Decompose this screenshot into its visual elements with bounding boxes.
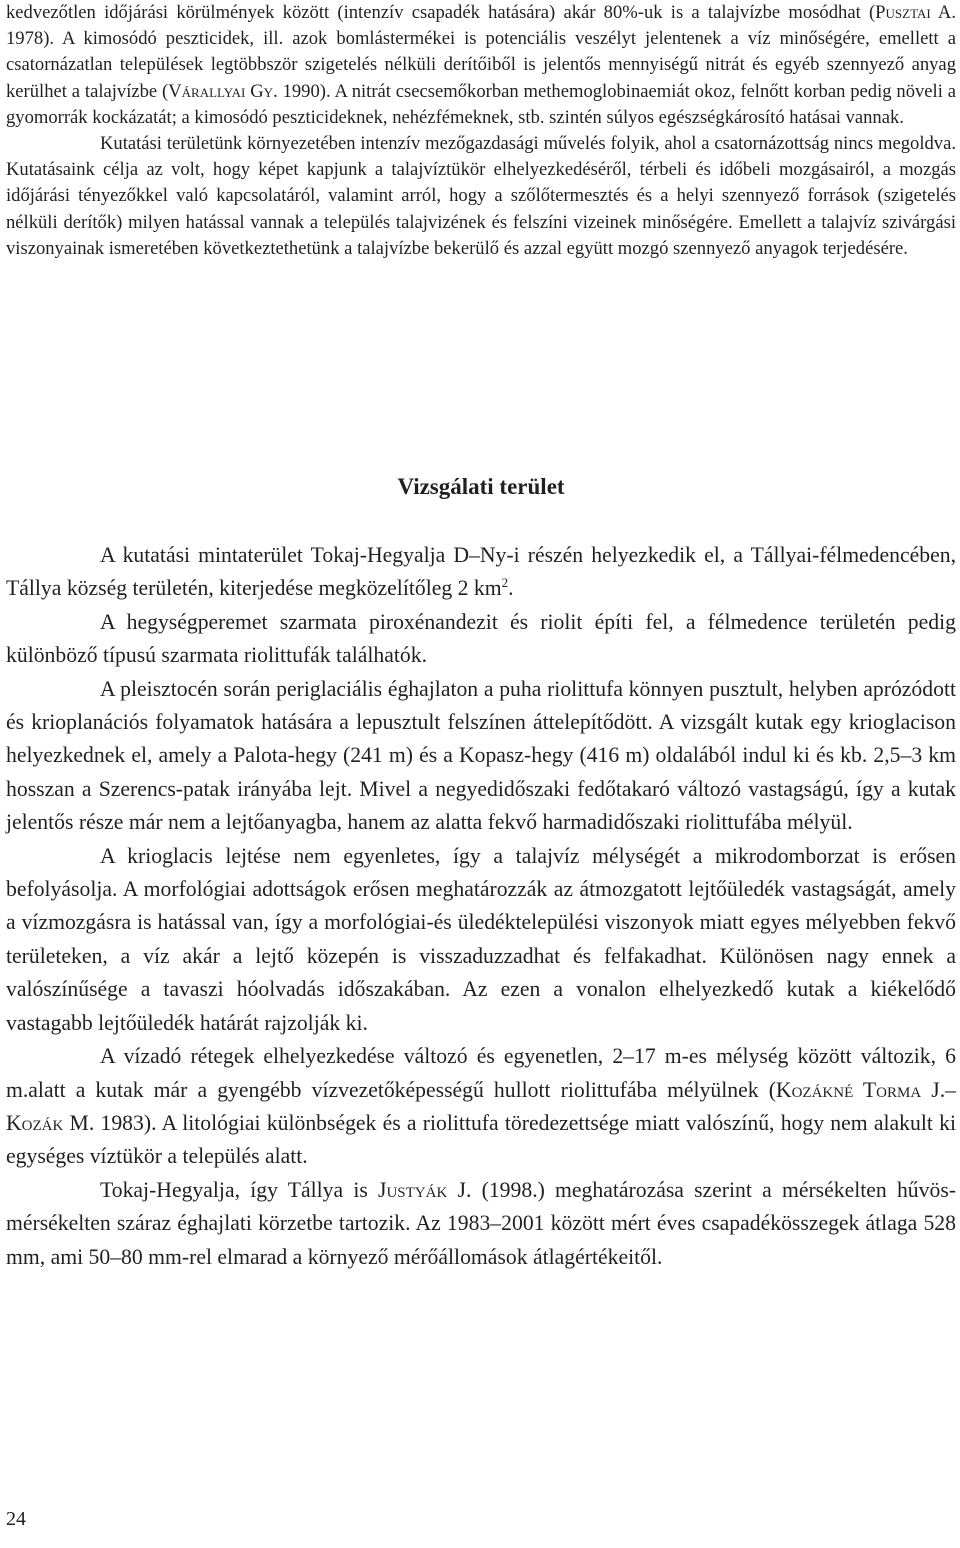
body-paragraph-2: A hegységperemet szarmata piroxénandezit és riolit építi fel, a félmedence területén pedig különböző típusú szarmata riolittufák találhatók.	[6, 609, 956, 668]
body-paragraph-3: A pleisztocén során periglaciális éghajlaton a puha riolittufa könnyen pusztult, helyben aprózódott és krioplanációs folyamatok hatására a lepusztult felszínen áttelepítődött. A vizsgált kutak egy krioglacison helyezkednek el, amely a Palota-hegy (241 m) és a Kopasz-hegy (416 m) oldalából indul ki és kb. 2,5–3 km hosszan a Szerencs-patak irányába lejt. Mivel a negyedidőszaki fedőtakaró változó vastagságú, így a kutak jelentős része már nem a lejtőanyagba, hanem az alatta fekvő harmadidőszaki riolittufába mélyül.	[6, 676, 956, 835]
superscript: 2	[501, 575, 509, 591]
author-name: Kozák	[6, 1110, 64, 1135]
body-paragraph-4: A krioglacis lejtése nem egyenletes, így a talajvíz mélységét a mikrodomborzat is erősen befolyásolja. A morfológiai adottságok erősen meghatározzák az átmozgatott lejtőüledék vastagságát, amely a vízmozgásra is hatással van, így a morfológiai-és üledéktelepülési viszonyok miatt egyes mélyebben fekvő területeken, a víz akár a lejtő közepén is visszaduzzadhat és felfakadhat. Különösen nagy ennek a valószínűsége a tavaszi hóolvadás időszakában. Az ezen a vonalon elhelyezkedő kutak a kiékelődő vastagabb lejtőüledék határát rajzolják ki.	[6, 843, 956, 1035]
section-body	[6, 539, 956, 1274]
author-name: Justyák	[378, 1177, 448, 1202]
author-initial: Gy	[250, 80, 274, 102]
intro-paragraph-1: kedvezőtlen időjárási körülmények között (intenzív csapadék hatására) akár 80%-uk is a talajvízbe mosódhat (Pusztai A. 1978). A kimosódó peszticidek, ill. azok bomlástermékei is potenciális veszélyt jelentenek a víz minőségére, emellett a csatornázatlan települések legtöbbször szigetelés nélküli derítőiből is jelentős mennyiségű nitrát és egyéb szennyező anyag kerülhet a talajvízbe (Várallyai Gy. 1990). A nitrát csecsemőkorban methemoglobinaemiát okoz, felnőtt korban pedig növeli a gyomorrák kockázatát; a kimosódó peszticideknek, nehézfémeknek, stb. szintén súlyos egészségkárosító hatásai vannak.	[6, 2, 956, 128]
author-name: Várallyai	[168, 80, 246, 102]
intro-text	[6, 0, 956, 262]
author-name: Pusztai	[875, 2, 931, 23]
body-paragraph-1: A kutatási mintaterület Tokaj-Hegyalja D–Ny-i részén helyezkedik el, a Tállyai-félmedencében, Tállya község területén, kiterjedése megközelítőleg 2 $km^2$.	[6, 543, 956, 601]
body-paragraph-5: A vízadó rétegek elhelyezkedése változó és egyenetlen, 2–17 m-es mélység között változik, 6 m.alatt a kutak már a gyengébb vízvezetőképességű hullott riolittufába mélyülnek (Kozákné Torma J.–Kozák M. 1983). A litológiai különbségek és a riolittufa töredezettsége miatt valószínű, hogy nem alakult ki egységes víztükör a település alatt.	[6, 1044, 956, 1169]
section-heading: Vizsgálati terület	[397, 474, 565, 499]
intro-paragraph-2: Kutatási területünk környezetében intenzív mezőgazdasági művelés folyik, ahol a csatornázottság nincs megoldva. Kutatásaink célja az volt, hogy képet kapjunk a talajvíztükör elhelyezkedéséről, térbeli és időbeli mozgásairól, a mozgás időjárási tényezőkkel való kapcsolatáról, valamint arról, hogy a szőlőtermesztés és a helyi szennyező források (szigetelés nélküli derítők) milyen hatással vannak a település talajvizének és felszíni vizeinek minőségére. Emellett a talajvíz szivárgási viszonyainak ismeretében következtethetünk a talajvízbe bekerülő és azzal együtt mozgó szennyező anyagok terjedésére.	[6, 133, 956, 259]
body-paragraph-6: Tokaj-Hegyalja, így Tállya is Justyák J. (1998.) meghatározása szerint a mérsékelten hűvös-mérsékelten száraz éghajlati körzetbe tartozik. Az 1983–2001 között mért éves csapadékösszegek átlaga 528 mm, ami 50–80 mm-rel elmarad a környező mérőállomások átlagértékeitől.	[6, 1177, 956, 1269]
page-number: 24	[6, 1508, 26, 1530]
author-name: Kozákné Torma	[775, 1077, 922, 1102]
document-page	[6, 0, 956, 1269]
